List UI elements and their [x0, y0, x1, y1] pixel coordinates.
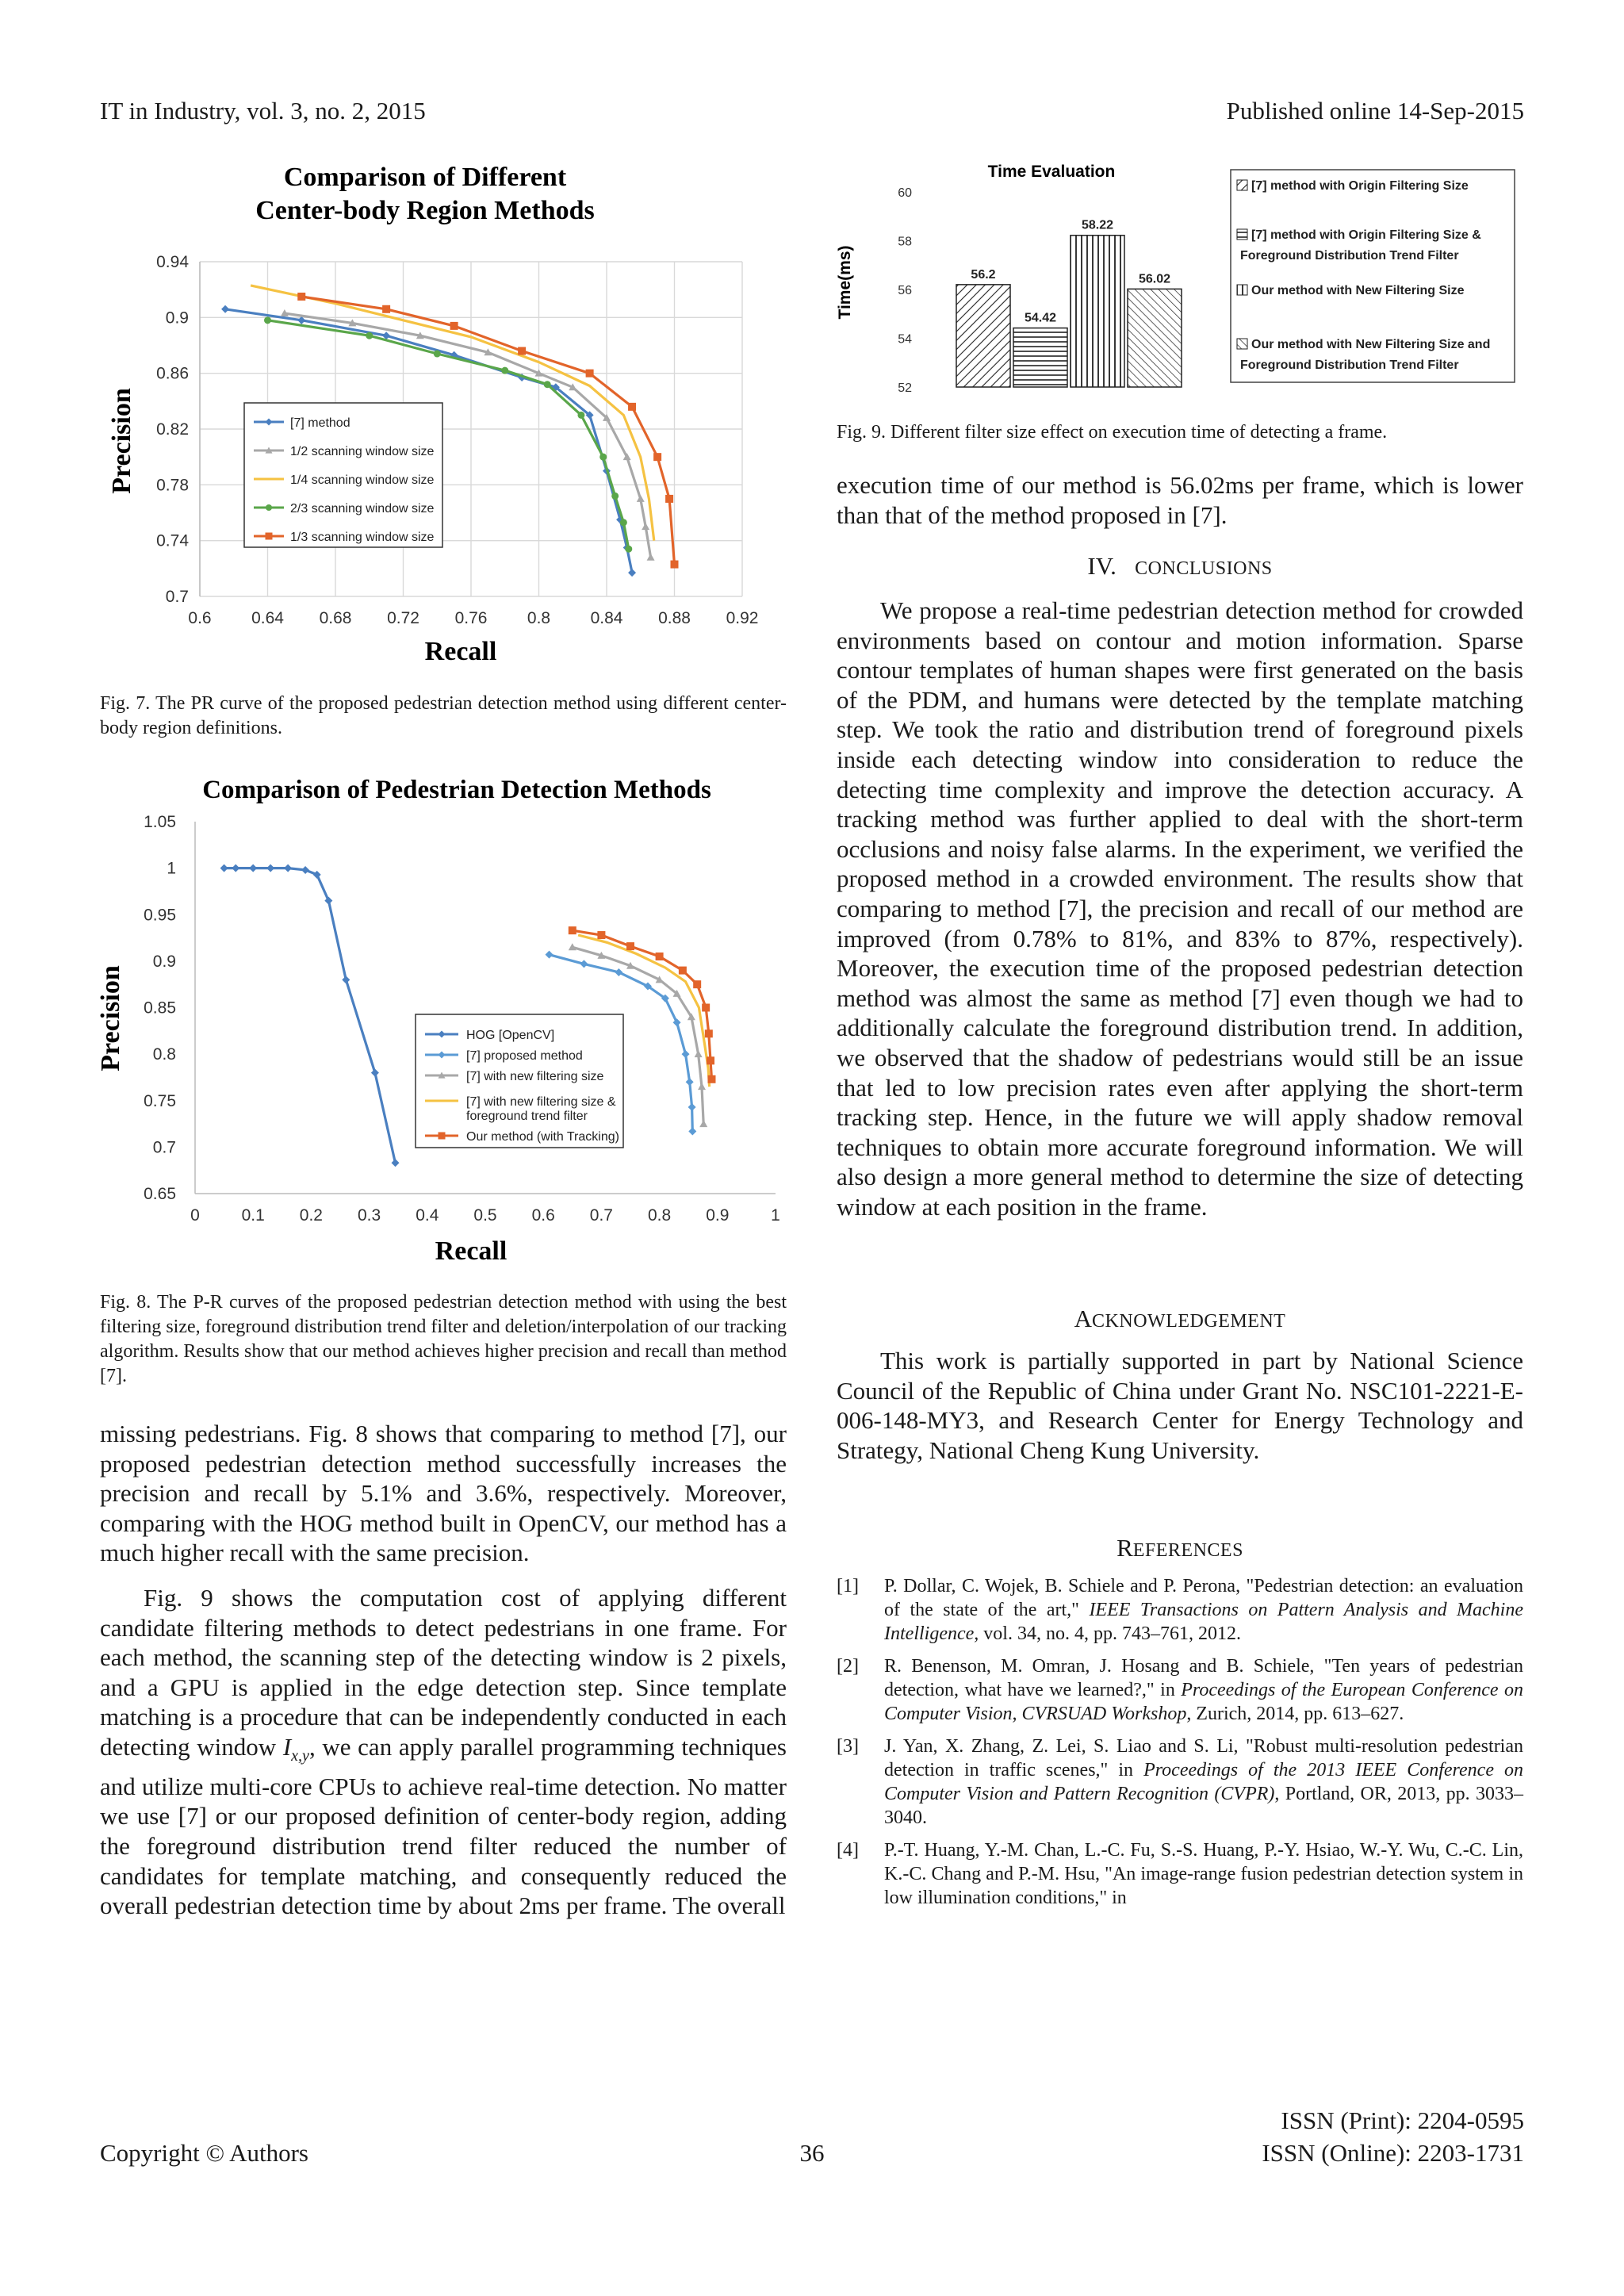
- fig8-point: [220, 864, 228, 872]
- fig8-legend: [416, 1014, 623, 1148]
- fig8-point: [615, 968, 622, 976]
- fig7-ytick-label: 0.94: [156, 253, 189, 271]
- acknowledgement-heading: ACKNOWLEDGEMENT: [1074, 1305, 1286, 1332]
- fig8-point: [266, 864, 274, 872]
- fig8-point: [695, 1050, 703, 1057]
- fig8-point: [371, 1069, 379, 1077]
- fig9-caption: Fig. 9. Different filter size effect on execution time of detecting a frame.: [837, 422, 1388, 443]
- fig7-ytick-label: 0.82: [156, 420, 189, 439]
- fig9-bar-label: 56.2: [971, 267, 996, 282]
- fig7-xtick-label: 0.6: [188, 609, 212, 627]
- fig7-xtick-label: 0.76: [454, 609, 488, 627]
- fig7-point: [221, 305, 229, 313]
- fig7-xtick-label: 0.84: [590, 609, 623, 627]
- fig7-legend: [244, 403, 442, 547]
- fig8-xlabel: Recall: [435, 1236, 508, 1266]
- fig7-legend-label: 1/3 scanning window size: [290, 531, 435, 544]
- fig9-ytick-label: 60: [898, 186, 912, 200]
- issn-print: ISSN (Print): 2204-0595: [1281, 2106, 1524, 2134]
- fig8-xtick-label: 0: [190, 1206, 200, 1225]
- fig8-point: [688, 1127, 696, 1135]
- fig7-point: [501, 367, 508, 374]
- fig8-ylabel: Precision: [96, 965, 125, 1071]
- fig9-bar-label: 58.22: [1081, 218, 1114, 232]
- fig8-ytick-label: 0.85: [144, 999, 176, 1018]
- fig8-xtick-label: 0.8: [647, 1206, 672, 1225]
- fig7-title-line1: Comparison of Different: [283, 163, 567, 192]
- fig8-point: [686, 1078, 694, 1086]
- fig8-xtick-label: 0.3: [357, 1206, 381, 1225]
- references-heading: REFERENCES: [1116, 1534, 1243, 1562]
- fig8-ytick-label: 0.95: [144, 906, 176, 925]
- fig9-bar-label: 56.02: [1138, 272, 1171, 286]
- fig7-ytick-label: 0.74: [156, 531, 189, 550]
- fig7-ytick-label: 0.78: [156, 476, 189, 495]
- fig7-chart: [100, 155, 790, 679]
- fig8-point: [699, 1120, 707, 1127]
- fig8-title: Comparison of Pedestrian Detection Methods: [202, 776, 711, 804]
- fig7-point: [518, 347, 526, 355]
- fig7-ytick-label: 0.7: [165, 588, 189, 606]
- fig7-point: [653, 453, 661, 461]
- fig9-ylabel: Time(ms): [836, 245, 854, 320]
- fig7-point: [628, 569, 636, 577]
- fig8-legend-label: foreground trend filter: [466, 1110, 588, 1123]
- conclusion-paragraph: We propose a real-time pedestrian detection method for crowded environments based on contour and motion information. Sparse contour templates of human shapes were first generated on the basis of the PDM, and humans were detected by the template matching step. We took the ratio and distribution trend of foreground pixels inside each detecting window into consideration to reduce the detecting time complexity and improve the detection accuracy. A tracking method was further applied to deal with the short-term occlusions and noisy false alarms. In the experiment, we verified the proposed method in a crowded environment. The results show that comparing to method [7], the precision and recall of our method are improved (from 0.78% to 81%, and 83% to 87%, respectively). Moreover, the execution time of the proposed pedestrian detection method was almost the same as method [7] even though we had to additionally calculate the foreground distribution trend. In addition, we observed that the shadow of pedestrians would still be an issue that led to low precision rates even after applying the short-term tracking step. Hence, in the future we will apply shadow removal techniques to obtain more accurate foreground information. We will also design a more general method to determine the size of detecting window at each position in the frame.: [837, 596, 1523, 1221]
- fig8-xtick-label: 0.7: [589, 1206, 614, 1225]
- fig8-point: [232, 864, 239, 872]
- fig7-legend-label: 1/2 scanning window size: [290, 445, 435, 458]
- fig8-legend-label: [7] with new filtering size &: [466, 1095, 616, 1109]
- acknowledgement-text: This work is partially supported in part by National Science Council of the Republic of China under Grant No. NSC101-2221-E-006-148-MY3, and Research Center for Energy Technology and Strategy, National Cheng Kung University.: [837, 1347, 1523, 1464]
- fig7-legend-label: [7] method: [290, 416, 350, 430]
- fig8-point: [705, 1029, 713, 1037]
- fig9-legend-label: Our method with New Filtering Size and: [1251, 338, 1491, 351]
- fig8-xtick-label: 0.9: [706, 1206, 730, 1225]
- fig8-legend-label: HOG [OpenCV]: [466, 1029, 555, 1042]
- publish-date: Published online 14-Sep-2015: [1226, 97, 1524, 125]
- fig9-legend: [1231, 170, 1515, 382]
- fig8-legend-marker: [439, 1133, 446, 1140]
- fig7-point: [586, 370, 594, 378]
- fig7-point: [382, 305, 390, 313]
- fig7-point: [620, 519, 627, 526]
- fig7-xtick-label: 0.8: [527, 609, 551, 627]
- fig7-point: [577, 412, 584, 419]
- fig9-legend-label: Foreground Distribution Trend Filter: [1240, 249, 1459, 263]
- fig8-point: [656, 953, 664, 960]
- issn-online: ISSN (Online): 2203-1731: [1262, 2139, 1524, 2167]
- fig7-point: [628, 403, 636, 411]
- reference-item: [3] J. Yan, X. Zhang, Z. Lei, S. Liao and S. Li, "Robust multi-resolution pedestrian detection in traffic scenes," in Proceedings of the 2013 IEEE Conference on Computer Vision and Pattern Recognition (CVPR), Portland, OR, 2013, pp. 3033–3040.: [837, 1736, 1523, 1828]
- fig9-legend-swatch: [1237, 229, 1247, 240]
- fig8-point: [682, 1050, 690, 1058]
- fig8-point: [702, 1004, 710, 1012]
- fig9-ytick-label: 56: [898, 284, 912, 297]
- left-paragraph-1: missing pedestrians. Fig. 8 shows that comparing to method [7], our proposed pedestrian detection method successfully increases the precision and recall by 5.1% and 3.6%, respectively. Moreover, comparing with the HOG method built in OpenCV, our method has a much higher recall with the same precision.: [100, 1420, 787, 1567]
- fig8-point: [324, 897, 332, 905]
- fig7-legend-marker: [266, 504, 272, 511]
- fig8-xtick-label: 1: [771, 1206, 780, 1225]
- fig7-xtick-label: 0.72: [387, 609, 419, 627]
- fig9-bar: [1128, 289, 1182, 387]
- fig7-point: [544, 381, 551, 388]
- fig8-ytick-label: 1: [167, 859, 176, 878]
- fig8-point: [301, 866, 309, 874]
- fig7-legend-label: 2/3 scanning window size: [290, 502, 435, 516]
- fig7-ytick-label: 0.86: [156, 364, 189, 383]
- fig8-point: [673, 1018, 681, 1026]
- reference-item: [4] P.-T. Huang, Y.-M. Chan, L.-C. Fu, S.-S. Huang, P.-Y. Hsiao, W.-Y. Wu, C.-C. Lin, K.-C. Chang and P.-M. Hsu, "An image-range fusion pedestrian detection system in low illumination conditions," in: [837, 1840, 1523, 1908]
- fig9-legend-swatch: [1237, 180, 1247, 190]
- fig9-legend-label: Foreground Distribution Trend Filter: [1240, 358, 1459, 372]
- fig9-legend-label: [7] method with Origin Filtering Size &: [1251, 228, 1481, 242]
- fig8-point: [249, 864, 257, 872]
- fig8-point: [580, 960, 588, 968]
- fig8-point: [569, 926, 576, 934]
- reference-list: [837, 1574, 1523, 1918]
- fig7-point: [434, 351, 441, 358]
- fig8-ytick-label: 0.65: [144, 1185, 176, 1203]
- fig7-ytick-label: 0.9: [165, 309, 189, 328]
- fig8-point: [342, 976, 350, 983]
- fig7-point: [297, 293, 305, 301]
- journal-header: IT in Industry, vol. 3, no. 2, 2015: [100, 97, 426, 125]
- fig9-legend-swatch: [1237, 339, 1247, 349]
- reference-item: [1] P. Dollar, C. Wojek, B. Schiele and P. Perona, "Pedestrian detection: an evaluation of the state of the art," IEEE Transactions on Pattern Analysis and Machine Intelligence, vol. 34, no. 4, pp. 743–761, 2012.: [837, 1576, 1524, 1644]
- fig8-point: [626, 942, 634, 950]
- fig8-xtick-label: 0.6: [531, 1206, 555, 1225]
- fig9-legend-label: Our method with New Filtering Size: [1251, 284, 1465, 297]
- fig8-ytick-label: 0.7: [152, 1138, 176, 1157]
- fig7-point: [264, 316, 271, 324]
- fig8-point: [313, 871, 321, 879]
- fig9-chart: [836, 155, 1524, 401]
- fig8-ytick-label: 1.05: [144, 813, 176, 831]
- fig7-point: [637, 495, 645, 502]
- fig7-point: [450, 322, 458, 330]
- fig8-xtick-label: 0.1: [241, 1206, 265, 1225]
- fig8-point: [284, 864, 292, 872]
- fig7-point: [647, 554, 655, 561]
- fig8-point: [679, 967, 687, 975]
- fig8-point: [597, 931, 605, 939]
- fig9-ytick-label: 58: [898, 235, 912, 249]
- fig8-xtick-label: 0.2: [299, 1206, 324, 1225]
- right-paragraph-0: execution time of our method is 56.02ms per frame, which is lower than that of the method proposed in [7].: [837, 471, 1523, 529]
- fig8-legend-label: [7] proposed method: [466, 1049, 583, 1063]
- fig8-legend-label: Our method (with Tracking): [466, 1130, 619, 1144]
- fig7-point: [642, 523, 649, 530]
- fig7-caption: Fig. 7. The PR curve of the proposed pedestrian detection method using different center-body region definitions.: [100, 693, 787, 738]
- fig8-ytick-label: 0.8: [152, 1045, 176, 1064]
- fig8-point: [392, 1159, 400, 1167]
- fig7-point: [625, 546, 632, 553]
- fig7-xtick-label: 0.64: [251, 609, 284, 627]
- fig8-ytick-label: 0.9: [152, 952, 176, 971]
- fig9-bar: [956, 285, 1010, 387]
- fig7-point: [611, 493, 619, 500]
- fig7-xtick-label: 0.88: [658, 609, 691, 627]
- fig8-xtick-label: 0.4: [416, 1206, 439, 1225]
- fig9-bar: [1071, 236, 1124, 387]
- fig8-series-line-0: [224, 868, 396, 1163]
- fig8-point: [707, 1056, 714, 1064]
- fig9-ytick-label: 52: [898, 381, 912, 395]
- fig8-point: [693, 980, 701, 988]
- fig8-point: [698, 1083, 706, 1090]
- fig7-xlabel: Recall: [424, 637, 497, 666]
- fig7-legend-label: 1/4 scanning window size: [290, 473, 435, 487]
- fig7-legend-marker: [266, 533, 273, 540]
- fig7-point: [366, 332, 373, 339]
- fig8-xtick-label: 0.5: [473, 1206, 497, 1225]
- fig7-xtick-label: 0.92: [726, 609, 759, 627]
- fig8-ytick-label: 0.75: [144, 1091, 176, 1110]
- fig8-legend-label: [7] with new filtering size: [466, 1070, 604, 1083]
- section-iv-heading: IV. CONCLUSIONS: [1087, 552, 1273, 580]
- fig7-point: [599, 454, 607, 461]
- fig7-title-line2: Center-body Region Methods: [255, 196, 595, 225]
- fig7-xtick-label: 0.68: [319, 609, 352, 627]
- fig8-chart: [96, 766, 798, 1274]
- fig7-point: [671, 561, 679, 569]
- fig8-point: [707, 1075, 715, 1083]
- fig9-legend-swatch: [1237, 285, 1247, 295]
- left-paragraph-2: Fig. 9 shows the computation cost of applying different candidate filtering methods to detect pedestrians in one frame. For each method, the scanning step of the detecting window is 2 pixels, and a GPU is applied in the edge detection step. Since template matching is a procedure that can be independently conducted in each detecting window $I_{x,y}$, we can apply parallel programming techniques and utilize multi-core CPUs to achieve real-time detection. No matter we use [7] or our proposed definition of center-body region, adding the foreground distribution trend filter reduced the number of candidates for template matching, and consequently reduced the overall pedestrian detection time by about 2ms per frame. The overall: [100, 1584, 787, 1920]
- fig9-bar: [1013, 328, 1067, 387]
- fig8-point: [688, 1103, 696, 1111]
- fig7-ylabel: Precision: [107, 388, 136, 494]
- fig9-ytick-label: 54: [898, 332, 912, 347]
- reference-item: [2] R. Benenson, M. Omran, J. Hosang and B. Schiele, "Ten years of pedestrian detection, what have we learned?," in Proceedings of the European Conference on Computer Vision, CVRSUAD Workshop, Zurich, 2014, pp. 613–627.: [837, 1656, 1524, 1724]
- page-number: 36: [799, 2139, 825, 2167]
- fig9-legend-label: [7] method with Origin Filtering Size: [1251, 179, 1469, 193]
- fig9-title: Time Evaluation: [987, 163, 1116, 181]
- fig8-point: [546, 951, 553, 959]
- copyright: Copyright © Authors: [100, 2139, 308, 2167]
- fig7-point: [665, 495, 673, 503]
- fig8-caption: Fig. 8. The P-R curves of the proposed pedestrian detection method with using the best filtering size, foreground distribution trend filter and deletion/interpolation of our tracking algorithm. Results show that our method achieves higher precision and recall than method [7].: [100, 1292, 787, 1386]
- fig9-bar-label: 54.42: [1024, 311, 1057, 325]
